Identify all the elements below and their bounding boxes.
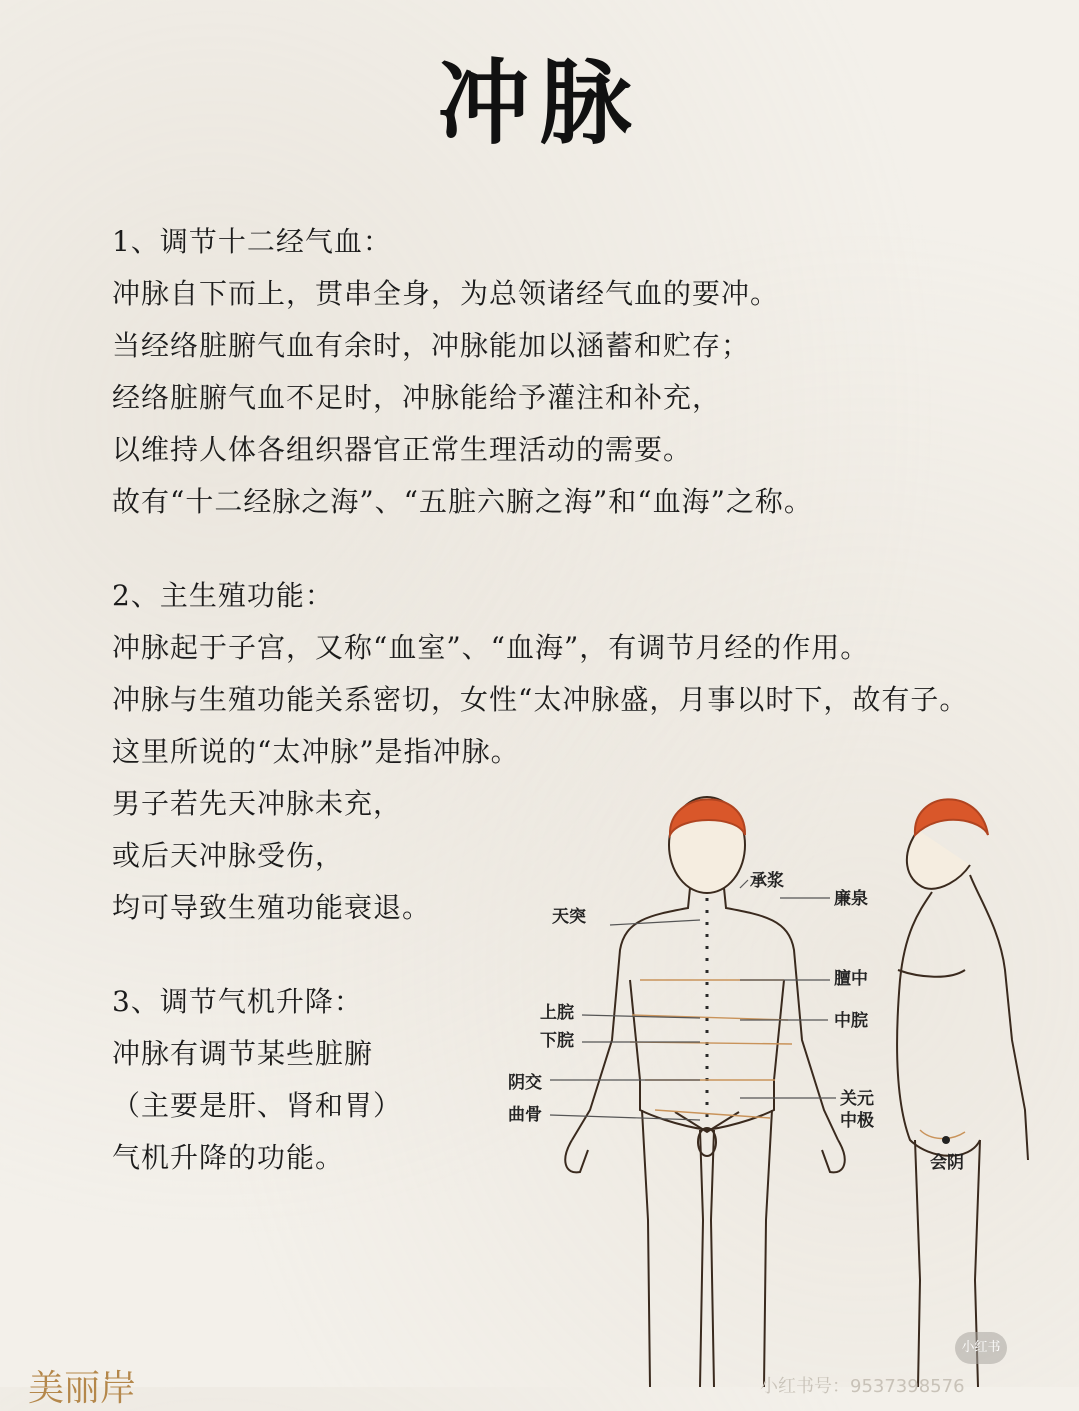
- acupoint-body-illustration: [500, 780, 1079, 1387]
- chong-meridian-lines: [630, 980, 792, 1118]
- label-shangwan: 上脘: [540, 1003, 574, 1023]
- label-qugu: 曲骨: [508, 1105, 542, 1125]
- page-title: 冲脉: [437, 50, 642, 157]
- label-yinjiao: 阴交: [508, 1073, 542, 1093]
- footer-watermark-right: 小红书号：9537398576: [760, 1376, 965, 1397]
- front-body-figure: [565, 797, 844, 1387]
- footer-watermark-left: 美丽岸: [28, 1368, 137, 1409]
- label-zhongji: 中极: [840, 1111, 874, 1131]
- paragraph-line: 这里所说的“太冲脉”是指冲脉。: [112, 735, 520, 768]
- label-zhongwan: 中脘: [834, 1011, 868, 1031]
- label-xiawan: 下脘: [540, 1031, 574, 1051]
- label-tiantu: 天突: [552, 907, 586, 927]
- paragraph-line: （主要是肝、肾和胃）: [112, 1089, 403, 1122]
- label-guanyuan: 关元: [840, 1089, 874, 1109]
- section-heading: 2、主生殖功能：: [112, 579, 334, 612]
- label-lianquan: 廉泉: [834, 889, 868, 909]
- paragraph-line: 以维持人体各组织器官正常生理活动的需要。: [112, 433, 693, 466]
- section-heading: 3、调节气机升降：: [112, 985, 363, 1018]
- paragraph-line: 经络脏腑气血不足时，冲脉能给予灌注和补充，: [112, 381, 722, 414]
- label-chengjiang: 承浆: [750, 871, 784, 891]
- paragraph-line: 当经络脏腑气血有余时，冲脉能加以涵蓄和贮存；: [112, 329, 751, 362]
- paragraph-line: 均可导致生殖功能衰退。: [112, 891, 432, 924]
- paragraph-line: 冲脉起于子宫，又称“血室”、“血海”，有调节月经的作用。: [112, 631, 870, 664]
- paragraph-line: 冲脉自下而上，贯串全身，为总领诸经气血的要冲。: [112, 277, 780, 310]
- paragraph-line: 故有“十二经脉之海”、“五脏六腑之海”和“血海”之称。: [112, 485, 813, 518]
- label-huiyin: 会阴: [930, 1153, 964, 1173]
- side-body-figure: [897, 799, 1028, 1387]
- paragraph-line: 冲脉与生殖功能关系密切，女性“太冲脉盛，月事以时下，故有子。: [112, 683, 969, 716]
- huiyin-point: [942, 1136, 950, 1144]
- paragraph-line: 或后天冲脉受伤，: [112, 839, 345, 872]
- label-tanzhong: 膻中: [834, 969, 868, 989]
- paragraph-line: 冲脉有调节某些脏腑: [112, 1037, 374, 1070]
- paragraph-line: 男子若先天冲脉未充，: [112, 787, 403, 820]
- section-qi-movement: [112, 976, 402, 1184]
- section-heading: 1、调节十二经气血：: [112, 225, 392, 258]
- watermark-badge: 小红书: [955, 1332, 1007, 1364]
- paragraph-line: 气机升降的功能。: [112, 1141, 345, 1174]
- side-perineum-marker: [920, 1130, 965, 1139]
- section-regulate-qi-blood: [112, 216, 813, 528]
